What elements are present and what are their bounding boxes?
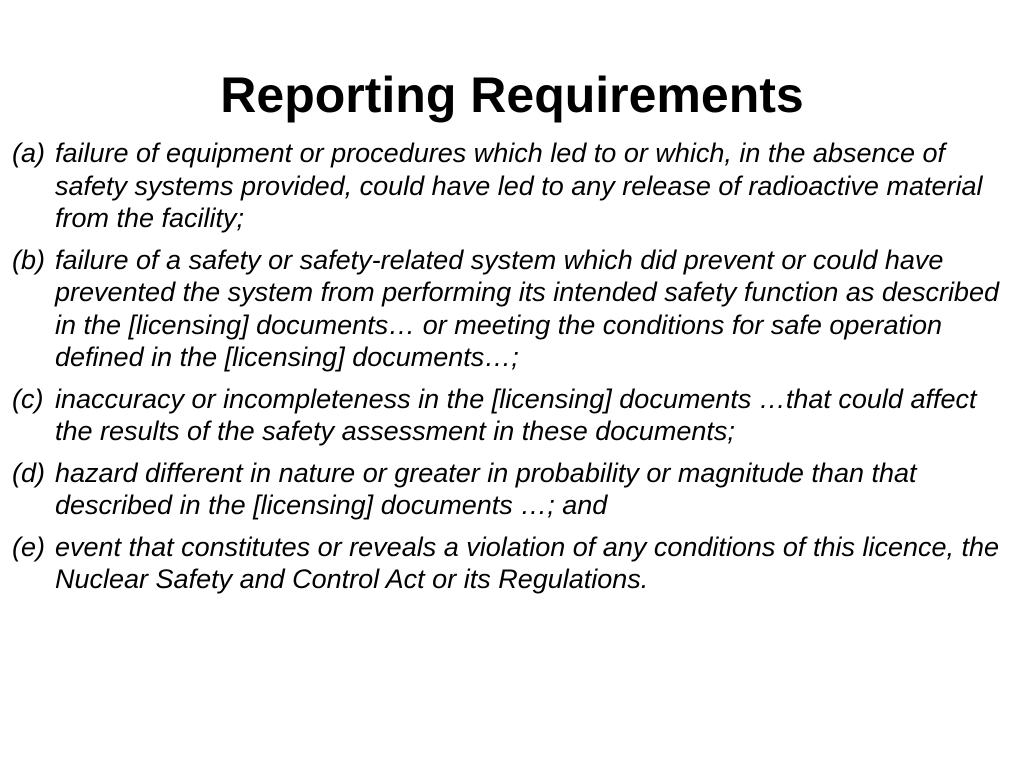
item-marker: (d) (12, 457, 45, 488)
list-item (12, 383, 1016, 448)
item-marker: (a) (12, 138, 45, 168)
list-item (12, 244, 1016, 374)
list-item (12, 137, 1016, 235)
item-marker: (b) (12, 244, 45, 275)
list-item (12, 531, 1016, 596)
requirements-list (12, 137, 1016, 605)
slide-title: Reporting Requirements (220, 67, 804, 123)
item-marker: (e) (12, 531, 45, 562)
item-text: event that constitutes or reveals a violation of any conditions of this licence, the Nuclear Safety and Control Act or its Regulations. (55, 531, 1000, 594)
item-text: hazard different in nature or greater in probability or magnitude than that described in the [licensing] documents …; and (55, 457, 917, 520)
item-text: inaccuracy or incompleteness in the [licensing] documents …that could affect the results of the safety assessment in these documents; (55, 383, 977, 446)
list-item (12, 457, 1016, 522)
item-text: failure of equipment or procedures which led to or which, in the absence of safety systems provided, could have led to any release of radioactive material from the facility; (55, 138, 983, 233)
item-marker: (c) (12, 383, 44, 414)
item-text: failure of a safety or safety-related system which did prevent or could have prevented the system from performing its intended safety function as described in the [licensing] documents… or meeting the conditions for safe operation defined in the [licensing] documents…; (55, 244, 999, 372)
